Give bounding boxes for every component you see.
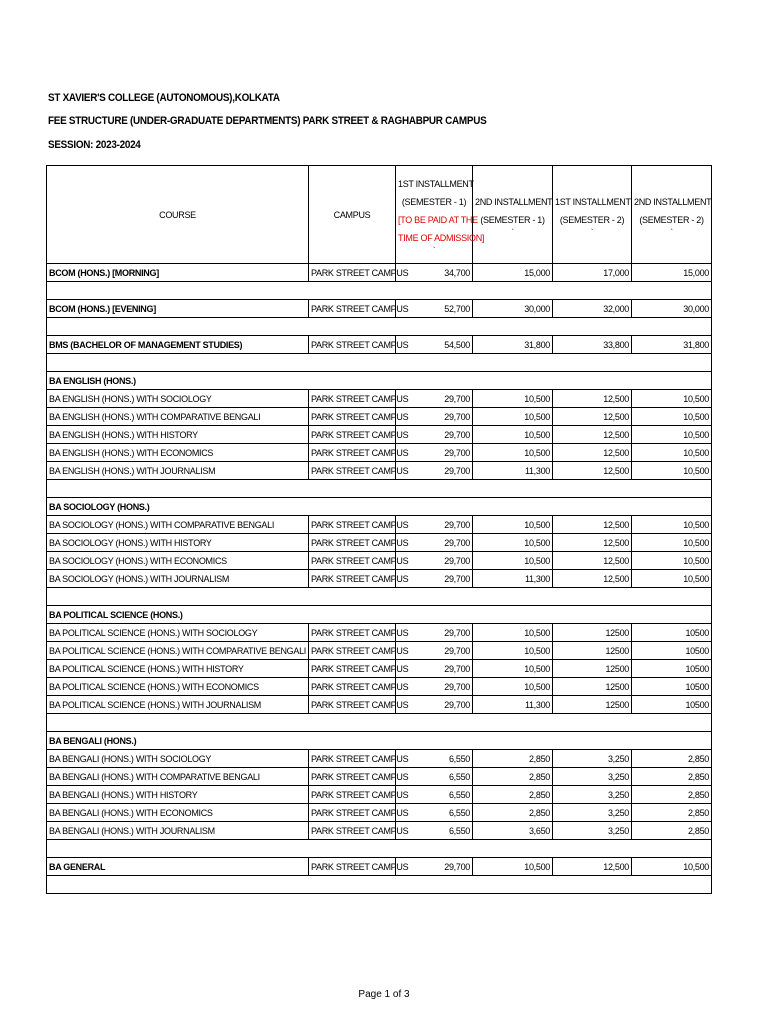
course-cell: BA ENGLISH (HONS.) WITH JOURNALISM xyxy=(47,462,309,480)
course-cell: BA SOCIOLOGY (HONS.) WITH JOURNALISM xyxy=(47,570,309,588)
installment-2-sem-2-cell: 10,500 xyxy=(632,552,712,570)
installment-2-sem-2-cell: 2,850 xyxy=(632,804,712,822)
campus-cell: PARK STREET CAMPUS xyxy=(309,390,396,408)
column-header-course: COURSE xyxy=(47,166,309,264)
table-row xyxy=(47,678,712,696)
installment-1-sem-2-cell: 12,500 xyxy=(553,444,632,462)
header-line: (SEMESTER - 2) xyxy=(559,214,625,225)
table-row xyxy=(47,804,712,822)
course-cell: BA ENGLISH (HONS.) WITH ECONOMICS xyxy=(47,444,309,462)
installment-1-sem-1-cell: 6,550 xyxy=(396,750,473,768)
installment-1-sem-1-cell: 29,700 xyxy=(396,408,473,426)
spacer-row xyxy=(47,354,712,372)
course-cell: BA SOCIOLOGY (HONS.) WITH HISTORY xyxy=(47,534,309,552)
spacer-row xyxy=(47,876,712,894)
installment-1-sem-1-cell: 29,700 xyxy=(396,660,473,678)
campus-cell: PARK STREET CAMPUS xyxy=(309,264,396,282)
course-cell: BA POLITICAL SCIENCE (HONS.) WITH JOURNALISM xyxy=(47,696,309,714)
installment-1-sem-1-cell: 6,550 xyxy=(396,822,473,840)
table-row xyxy=(47,858,712,876)
course-cell: BA GENERAL xyxy=(47,858,309,876)
installment-1-sem-2-cell: 12,500 xyxy=(553,390,632,408)
campus-cell: PARK STREET CAMPUS xyxy=(309,408,396,426)
section-header-row xyxy=(47,732,712,750)
table-row xyxy=(47,768,712,786)
spacer-row xyxy=(47,588,712,606)
installment-1-sem-1-cell: 6,550 xyxy=(396,804,473,822)
column-header-installment-2-sem-2 xyxy=(632,166,712,264)
installment-1-sem-2-cell: 12,500 xyxy=(553,552,632,570)
installment-2-sem-1-cell: 11,300 xyxy=(473,696,553,714)
table-row xyxy=(47,408,712,426)
course-cell: BA POLITICAL SCIENCE (HONS.) WITH HISTORY xyxy=(47,660,309,678)
spacer-row xyxy=(47,840,712,858)
installment-2-sem-1-cell: 10,500 xyxy=(473,408,553,426)
table-row xyxy=(47,264,712,282)
campus-cell: PARK STREET CAMPUS xyxy=(309,804,396,822)
table-row xyxy=(47,516,712,534)
installment-2-sem-1-cell: 10,500 xyxy=(473,534,553,552)
installment-1-sem-2-cell: 12,500 xyxy=(553,426,632,444)
table-row xyxy=(47,660,712,678)
campus-cell: PARK STREET CAMPUS xyxy=(309,750,396,768)
tick-mark: ` xyxy=(432,245,436,255)
installment-1-sem-2-cell: 12500 xyxy=(553,660,632,678)
installment-1-sem-2-cell: 3,250 xyxy=(553,822,632,840)
course-cell: BA BENGALI (HONS.) WITH HISTORY xyxy=(47,786,309,804)
installment-2-sem-1-cell: 2,850 xyxy=(473,786,553,804)
installment-1-sem-2-cell: 3,250 xyxy=(553,786,632,804)
spacer-row xyxy=(47,480,712,498)
fee-table xyxy=(46,165,712,894)
installment-2-sem-2-cell: 10,500 xyxy=(632,390,712,408)
installment-1-sem-2-cell: 12500 xyxy=(553,696,632,714)
spacer-cell xyxy=(47,588,712,606)
installment-2-sem-2-cell: 10500 xyxy=(632,660,712,678)
installment-2-sem-2-cell: 10,500 xyxy=(632,444,712,462)
installment-1-sem-1-cell: 52,700 xyxy=(396,300,473,318)
installment-1-sem-1-cell: 54,500 xyxy=(396,336,473,354)
installment-2-sem-2-cell: 10500 xyxy=(632,624,712,642)
installment-2-sem-2-cell: 10500 xyxy=(632,678,712,696)
installment-2-sem-2-cell: 10,500 xyxy=(632,516,712,534)
installment-1-sem-1-cell: 29,700 xyxy=(396,390,473,408)
course-cell: BMS (BACHELOR OF MANAGEMENT STUDIES) xyxy=(47,336,309,354)
installment-1-sem-1-cell: 29,700 xyxy=(396,642,473,660)
installment-2-sem-1-cell: 31,800 xyxy=(473,336,553,354)
course-cell: BCOM (HONS.) [EVENING] xyxy=(47,300,309,318)
table-row xyxy=(47,750,712,768)
installment-1-sem-1-cell: 29,700 xyxy=(396,696,473,714)
installment-2-sem-1-cell: 10,500 xyxy=(473,444,553,462)
installment-1-sem-2-cell: 12,500 xyxy=(553,570,632,588)
installment-2-sem-1-cell: 10,500 xyxy=(473,858,553,876)
spacer-cell xyxy=(47,282,712,300)
installment-2-sem-2-cell: 10,500 xyxy=(632,462,712,480)
installment-2-sem-2-cell: 10500 xyxy=(632,696,712,714)
column-header-campus: CAMPUS xyxy=(309,166,396,264)
table-row xyxy=(47,336,712,354)
spacer-cell xyxy=(47,354,712,372)
tick-mark: ` xyxy=(590,227,594,237)
installment-2-sem-1-cell: 15,000 xyxy=(473,264,553,282)
campus-cell: PARK STREET CAMPUS xyxy=(309,336,396,354)
campus-cell: PARK STREET CAMPUS xyxy=(309,462,396,480)
installment-1-sem-2-cell: 12,500 xyxy=(553,516,632,534)
installment-2-sem-2-cell: 15,000 xyxy=(632,264,712,282)
installment-2-sem-2-cell: 2,850 xyxy=(632,768,712,786)
campus-cell: PARK STREET CAMPUS xyxy=(309,822,396,840)
installment-1-sem-2-cell: 12,500 xyxy=(553,534,632,552)
installment-2-sem-1-cell: 10,500 xyxy=(473,624,553,642)
column-header-installment-1-sem-2 xyxy=(553,166,632,264)
table-row xyxy=(47,552,712,570)
column-header-installment-1-sem-1 xyxy=(396,166,485,264)
course-cell: BCOM (HONS.) [MORNING] xyxy=(47,264,309,282)
installment-1-sem-2-cell: 12,500 xyxy=(553,462,632,480)
campus-cell: PARK STREET CAMPUS xyxy=(309,552,396,570)
installment-2-sem-2-cell: 10500 xyxy=(632,642,712,660)
installment-1-sem-1-cell: 29,700 xyxy=(396,624,473,642)
tick-mark: ` xyxy=(511,227,514,237)
table-row xyxy=(47,786,712,804)
campus-cell: PARK STREET CAMPUS xyxy=(309,534,396,552)
installment-2-sem-1-cell: 10,500 xyxy=(473,426,553,444)
column-header-installment-2-sem-1 xyxy=(473,166,553,264)
installment-2-sem-2-cell: 10,500 xyxy=(632,570,712,588)
installment-2-sem-1-cell: 3,650 xyxy=(473,822,553,840)
section-title: BA SOCIOLOGY (HONS.) xyxy=(47,498,712,516)
spacer-row xyxy=(47,318,712,336)
campus-cell: PARK STREET CAMPUS xyxy=(309,858,396,876)
installment-1-sem-1-cell: 29,700 xyxy=(396,534,473,552)
installment-2-sem-1-cell: 2,850 xyxy=(473,750,553,768)
installment-2-sem-2-cell: 10,500 xyxy=(632,426,712,444)
installment-2-sem-1-cell: 2,850 xyxy=(473,768,553,786)
header-line: 1ST INSTALLMENT xyxy=(398,178,474,189)
campus-cell: PARK STREET CAMPUS xyxy=(309,786,396,804)
installment-2-sem-1-cell: 2,850 xyxy=(473,804,553,822)
installment-1-sem-1-cell: 29,700 xyxy=(396,516,473,534)
installment-1-sem-2-cell: 32,000 xyxy=(553,300,632,318)
fee-structure-title: FEE STRUCTURE (UNDER-GRADUATE DEPARTMENTS) PARK STREET & RAGHABPUR CAMPUS xyxy=(48,115,487,127)
campus-cell: PARK STREET CAMPUS xyxy=(309,660,396,678)
college-title: ST XAVIER'S COLLEGE (AUTONOMOUS),KOLKATA xyxy=(48,92,280,104)
installment-1-sem-2-cell: 33,800 xyxy=(553,336,632,354)
session-label: SESSION: 2023-2024 xyxy=(48,139,141,151)
installment-1-sem-1-cell: 29,700 xyxy=(396,444,473,462)
course-cell: BA SOCIOLOGY (HONS.) WITH COMPARATIVE BENGALI xyxy=(47,516,309,534)
header-line: 2ND INSTALLMENT xyxy=(634,196,712,207)
installment-1-sem-1-cell: 6,550 xyxy=(396,768,473,786)
header-line: 2ND INSTALLMENT xyxy=(475,196,553,207)
admission-note: TIME OF ADMISSION] xyxy=(398,232,485,243)
header-line: 1ST INSTALLMENT xyxy=(555,196,631,207)
campus-cell: PARK STREET CAMPUS xyxy=(309,300,396,318)
spacer-cell xyxy=(47,318,712,336)
installment-1-sem-2-cell: 12500 xyxy=(553,678,632,696)
page-number: Page 1 of 3 xyxy=(358,989,410,1000)
section-header-row xyxy=(47,606,712,624)
course-cell: BA ENGLISH (HONS.) WITH HISTORY xyxy=(47,426,309,444)
campus-cell: PARK STREET CAMPUS xyxy=(309,768,396,786)
spacer-row xyxy=(47,714,712,732)
installment-2-sem-1-cell: 10,500 xyxy=(473,390,553,408)
installment-1-sem-1-cell: 29,700 xyxy=(396,858,473,876)
tick-mark: ` xyxy=(670,227,673,237)
campus-cell: PARK STREET CAMPUS xyxy=(309,696,396,714)
table-row xyxy=(47,570,712,588)
campus-cell: PARK STREET CAMPUS xyxy=(309,642,396,660)
header-line: (SEMESTER - 1) xyxy=(401,196,467,207)
installment-1-sem-2-cell: 3,250 xyxy=(553,804,632,822)
installment-1-sem-2-cell: 12,500 xyxy=(553,408,632,426)
course-cell: BA POLITICAL SCIENCE (HONS.) WITH COMPARATIVE BENGALI xyxy=(47,642,309,660)
installment-2-sem-1-cell: 10,500 xyxy=(473,552,553,570)
table-row xyxy=(47,696,712,714)
table-header-row xyxy=(47,166,712,264)
course-cell: BA SOCIOLOGY (HONS.) WITH ECONOMICS xyxy=(47,552,309,570)
campus-cell: PARK STREET CAMPUS xyxy=(309,444,396,462)
installment-2-sem-2-cell: 10,500 xyxy=(632,534,712,552)
spacer-cell xyxy=(47,480,712,498)
spacer-row xyxy=(47,282,712,300)
campus-cell: PARK STREET CAMPUS xyxy=(309,426,396,444)
spacer-cell xyxy=(47,714,712,732)
admission-note: [TO BE PAID AT THE xyxy=(398,214,478,225)
course-cell: BA POLITICAL SCIENCE (HONS.) WITH ECONOMICS xyxy=(47,678,309,696)
table-row xyxy=(47,300,712,318)
installment-1-sem-1-cell: 29,700 xyxy=(396,678,473,696)
course-cell: BA POLITICAL SCIENCE (HONS.) WITH SOCIOLOGY xyxy=(47,624,309,642)
spacer-cell xyxy=(47,876,712,894)
header-line: (SEMESTER - 2) xyxy=(639,214,704,225)
section-title: BA POLITICAL SCIENCE (HONS.) xyxy=(47,606,712,624)
table-row xyxy=(47,426,712,444)
course-cell: BA ENGLISH (HONS.) WITH SOCIOLOGY xyxy=(47,390,309,408)
section-header-row xyxy=(47,372,712,390)
course-cell: BA ENGLISH (HONS.) WITH COMPARATIVE BENGALI xyxy=(47,408,309,426)
installment-2-sem-2-cell: 2,850 xyxy=(632,750,712,768)
campus-cell: PARK STREET CAMPUS xyxy=(309,624,396,642)
section-header-row xyxy=(47,498,712,516)
installment-2-sem-1-cell: 10,500 xyxy=(473,678,553,696)
installment-2-sem-2-cell: 30,000 xyxy=(632,300,712,318)
installment-1-sem-1-cell: 29,700 xyxy=(396,552,473,570)
campus-cell: PARK STREET CAMPUS xyxy=(309,678,396,696)
installment-1-sem-2-cell: 12,500 xyxy=(553,858,632,876)
installment-1-sem-1-cell: 29,700 xyxy=(396,462,473,480)
campus-cell: PARK STREET CAMPUS xyxy=(309,516,396,534)
table-row xyxy=(47,642,712,660)
table-row xyxy=(47,444,712,462)
installment-2-sem-2-cell: 10,500 xyxy=(632,408,712,426)
installment-2-sem-2-cell: 2,850 xyxy=(632,786,712,804)
course-cell: BA BENGALI (HONS.) WITH COMPARATIVE BENGALI xyxy=(47,768,309,786)
installment-2-sem-2-cell: 10,500 xyxy=(632,858,712,876)
table-row xyxy=(47,390,712,408)
installment-1-sem-2-cell: 17,000 xyxy=(553,264,632,282)
installment-1-sem-1-cell: 29,700 xyxy=(396,570,473,588)
fee-table-body xyxy=(47,264,712,894)
course-cell: BA BENGALI (HONS.) WITH SOCIOLOGY xyxy=(47,750,309,768)
installment-2-sem-1-cell: 10,500 xyxy=(473,516,553,534)
installment-2-sem-1-cell: 10,500 xyxy=(473,660,553,678)
installment-2-sem-1-cell: 30,000 xyxy=(473,300,553,318)
section-title: BA ENGLISH (HONS.) xyxy=(47,372,712,390)
installment-1-sem-2-cell: 3,250 xyxy=(553,750,632,768)
installment-1-sem-1-cell: 6,550 xyxy=(396,786,473,804)
header-line: (SEMESTER - 1) xyxy=(480,214,545,225)
course-cell: BA BENGALI (HONS.) WITH ECONOMICS xyxy=(47,804,309,822)
installment-2-sem-2-cell: 2,850 xyxy=(632,822,712,840)
section-title: BA BENGALI (HONS.) xyxy=(47,732,712,750)
installment-1-sem-1-cell: 34,700 xyxy=(396,264,473,282)
course-cell: BA BENGALI (HONS.) WITH JOURNALISM xyxy=(47,822,309,840)
installment-1-sem-2-cell: 12500 xyxy=(553,642,632,660)
table-row xyxy=(47,822,712,840)
installment-1-sem-2-cell: 12500 xyxy=(553,624,632,642)
installment-2-sem-1-cell: 11,300 xyxy=(473,462,553,480)
spacer-cell xyxy=(47,840,712,858)
installment-2-sem-1-cell: 11,300 xyxy=(473,570,553,588)
table-row xyxy=(47,624,712,642)
installment-2-sem-2-cell: 31,800 xyxy=(632,336,712,354)
table-row xyxy=(47,462,712,480)
installment-2-sem-1-cell: 10,500 xyxy=(473,642,553,660)
campus-cell: PARK STREET CAMPUS xyxy=(309,570,396,588)
table-row xyxy=(47,534,712,552)
installment-1-sem-2-cell: 3,250 xyxy=(553,768,632,786)
installment-1-sem-1-cell: 29,700 xyxy=(396,426,473,444)
